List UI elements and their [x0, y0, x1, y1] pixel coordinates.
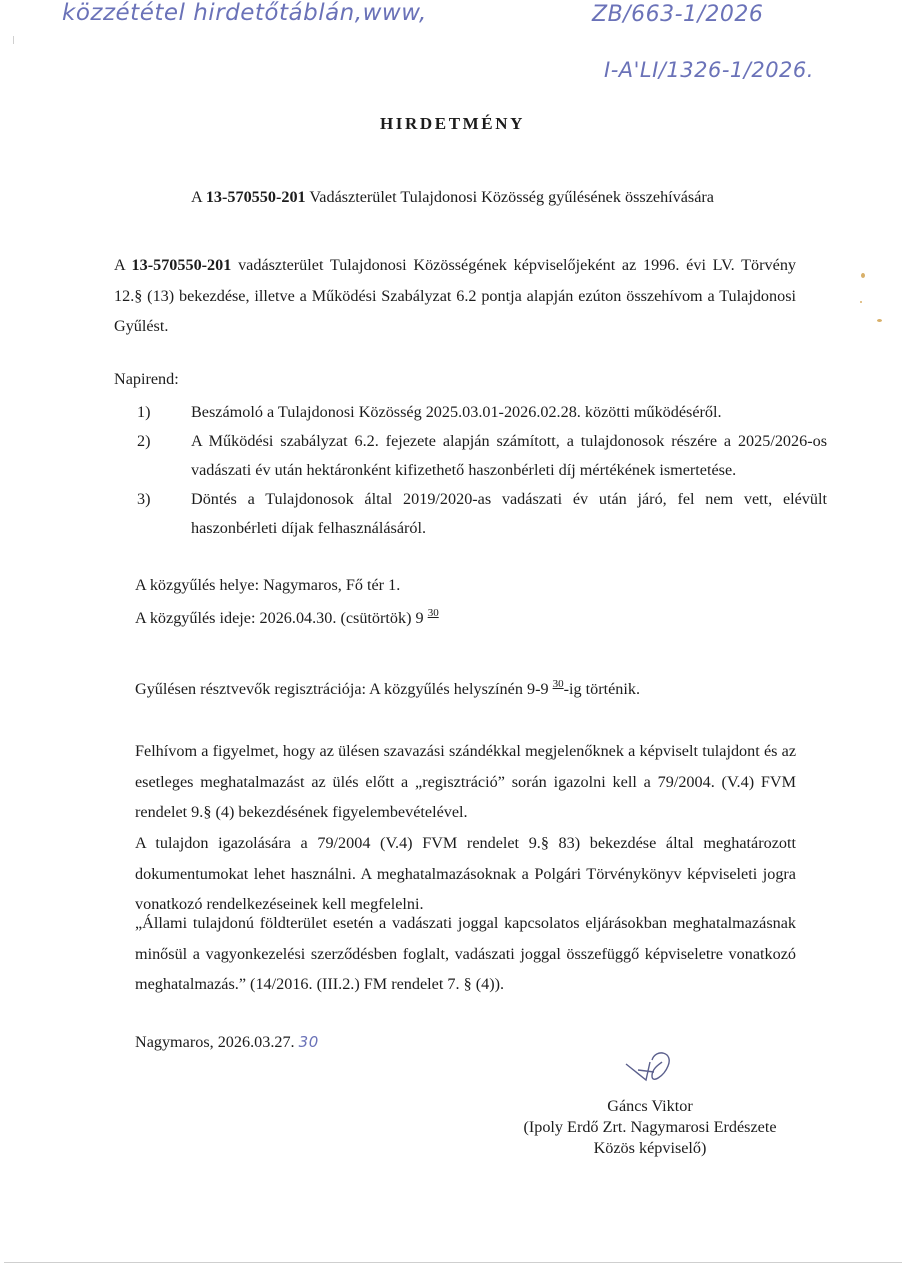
agenda-item-number: 1) — [137, 403, 151, 421]
agenda-item-number: 3) — [137, 490, 151, 508]
place-and-date — [135, 1033, 319, 1052]
page-bottom-edge — [4, 1262, 902, 1263]
meeting-time — [135, 607, 439, 628]
handwritten-date-correction: 30 — [298, 1033, 319, 1051]
handwritten-registry-number: I-A'LI/1326-1/2026. — [604, 58, 814, 82]
notice-ownership-proof: A tulajdon igazolására a 79/2004 (V.4) FVM rendelet 9.§ 83) bekezdése által meghatározott dokumentumokat lehet használni. A meghatalmazásoknak a Polgári Törvénykönyv képviseleti jogra vonatkozó rendelkezéseinek kell megfelelni. — [135, 834, 796, 913]
intro-text: vadászterület Tulajdonosi Közösségének képviselőjeként az 1996. évi LV. Törvény 12.§ (13) bekezdése, illetve a Működési Szabályzat 6.2 pontja alapján ezúton összehívom a Tulajdonosi Gyűlést. — [114, 256, 797, 335]
subtitle-prefix: A — [190, 188, 206, 206]
registration-suffix: -ig történik. — [563, 680, 641, 698]
agenda-heading: Napirend: — [114, 370, 179, 388]
scan-speck — [860, 301, 862, 303]
scan-speck — [861, 273, 865, 278]
place-date-text: Nagymaros, 2026.03.27. — [135, 1033, 295, 1051]
registration-info — [135, 678, 640, 699]
subtitle-text: Vadászterület Tulajdonosi Közösség gyűlésének összehívására — [305, 188, 714, 206]
scan-mark — [13, 36, 14, 44]
agenda-item-number: 2) — [137, 432, 151, 450]
meeting-time-text: A közgyűlés ideje: 2026.04.30. (csütörtök) 9 — [135, 609, 424, 627]
agenda-item-text: Beszámoló a Tulajdonosi Közösség 2025.03.01-2026.02.28. közötti működéséről. — [191, 403, 722, 421]
signatory-block — [500, 1096, 800, 1159]
document-title: HIRDETMÉNY — [379, 114, 525, 133]
registration-minutes: 30 — [552, 678, 564, 690]
intro-hunting-area-code: 13-570550-201 — [131, 256, 232, 274]
signatory-role: Közös képviselő) — [593, 1139, 707, 1157]
notice-state-land-quote: „Állami tulajdonú földterület esetén a vadászati joggal kapcsolatos eljárásokban meghatalmazásnak minősül a vagyonkezelési szerződésben foglalt, vadászati joggal összefüggő képviseletre vonatkozó meghatalmazás.” (14/2016. (III.2.) FM rendelet 7. § (4)). — [135, 914, 796, 993]
signature-mark — [622, 1050, 682, 1090]
hunting-area-code: 13-570550-201 — [205, 188, 306, 206]
agenda-item-text: Döntés a Tulajdonosok által 2019/2020-as vadászati év után járó, fel nem vett, elévült haszonbérleti díjak felhasználásáról. — [191, 490, 827, 537]
signatory-name: Gáncs Viktor — [607, 1097, 693, 1115]
document-subtitle — [0, 188, 905, 207]
meeting-time-minutes: 30 — [427, 607, 439, 619]
handwritten-reference-number: ZB/663-1/2026 — [592, 2, 764, 27]
registration-text: Gyűlésen résztvevők regisztrációja: A közgyűlés helyszínén 9-9 — [135, 680, 549, 698]
notice-registration-proof: Felhívom a figyelmet, hogy az ülésen szavazási szándékkal megjelenőknek a képviselt tulajdont és az esetleges meghatalmazást az ülés előtt a „regisztráció” során igazolni kell a 79/2004. (V.4) FVM rendelet 9.§ (4) bekezdésének figyelembevételével. — [135, 742, 796, 821]
handwritten-publication-note: közzététel hirdetőtáblán,www, — [62, 0, 427, 26]
meeting-venue: A közgyűlés helye: Nagymaros, Fő tér 1. — [135, 576, 401, 594]
scan-speck — [877, 319, 882, 322]
intro-prefix: A — [114, 256, 132, 274]
signatory-organization: (Ipoly Erdő Zrt. Nagymarosi Erdészete — [523, 1118, 777, 1136]
intro-paragraph — [114, 250, 796, 342]
agenda-item-text: A Működési szabályzat 6.2. fejezete alapján számított, a tulajdonosok részére a 2025/2026-os vadászati év után hektáronként kifizethető haszonbérleti díj mértékének ismertetése. — [191, 432, 827, 479]
agenda-list — [137, 398, 837, 548]
